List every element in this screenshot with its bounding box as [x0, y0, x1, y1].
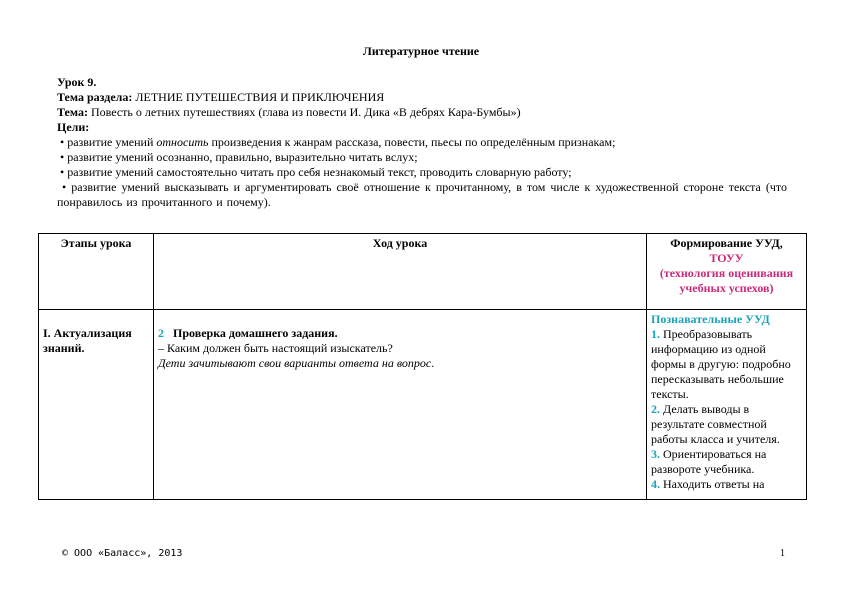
header-course: Ход урока — [154, 234, 647, 310]
lesson-table — [38, 233, 807, 500]
lesson-number: Урок 9. — [57, 75, 97, 89]
goal-item: • развитие умений высказывать и аргументировать своё отношение к прочитанному, в том числе к художественной стороне текста (что понравилось из прочитанного и почему). — [57, 180, 788, 209]
topic-line — [57, 105, 787, 120]
uud-heading: Познавательные УУД — [651, 312, 770, 326]
stage-cell — [39, 310, 154, 500]
goal-item: • развитие умений относить произведения к жанрам рассказа, повести, пьесы по определённым признакам; — [60, 135, 616, 149]
header-uud — [647, 234, 807, 310]
lesson-header — [57, 75, 787, 210]
uud-cell — [647, 310, 807, 500]
table-row — [39, 310, 807, 500]
section-label: Тема раздела: — [57, 90, 133, 104]
goal-item: • развитие умений самостоятельно читать про себя незнакомый текст, проводить словарную работу; — [60, 165, 572, 179]
topic-value: Повесть о летних путешествиях (глава из повести И. Дика «В дебрях Кара-Бумбы») — [90, 105, 521, 119]
goal-item: • развитие умений осознанно, правильно, выразительно читать вслух; — [60, 150, 418, 164]
section-line — [57, 90, 787, 105]
goals-label: Цели: — [57, 120, 90, 134]
topic-label: Тема: — [57, 105, 88, 119]
table-header-row — [39, 234, 807, 310]
header-uud-line1: Формирование УУД, — [670, 236, 783, 250]
footer-copyright: © ООО «Баласс», 2013 — [62, 548, 183, 559]
header-uud-line3: (технология оценивания учебных успехов) — [659, 266, 794, 295]
page-number: 1 — [780, 548, 785, 559]
task-question: – Каким должен быть настоящий изыскатель? — [158, 341, 393, 355]
task-heading — [158, 312, 642, 341]
task-instruction: Дети зачитывают свои варианты ответа на вопрос. — [158, 356, 435, 370]
stage-name: I. Актуализация знаний. — [43, 326, 132, 355]
task-number: 2 — [158, 326, 164, 340]
header-uud-line2: ТОУУ — [709, 251, 744, 265]
uud-item: 1. Преобразовывать информацию из одной формы в другую: подробно пересказывать небольшие тексты. — [651, 327, 791, 401]
document-title: Литературное чтение — [362, 44, 480, 58]
header-stages: Этапы урока — [39, 234, 154, 310]
task-title: Проверка домашнего задания. — [173, 326, 338, 340]
section-value: ЛЕТНИЕ ПУТЕШЕСТВИЯ И ПРИКЛЮЧЕНИЯ — [135, 90, 385, 104]
uud-item: 4. Находить ответы на — [651, 477, 765, 491]
uud-item: 2. Делать выводы в результате совместной работы класса и учителя. — [651, 402, 780, 446]
course-cell — [154, 310, 647, 500]
uud-item: 3. Ориентироваться на развороте учебника. — [651, 447, 767, 476]
